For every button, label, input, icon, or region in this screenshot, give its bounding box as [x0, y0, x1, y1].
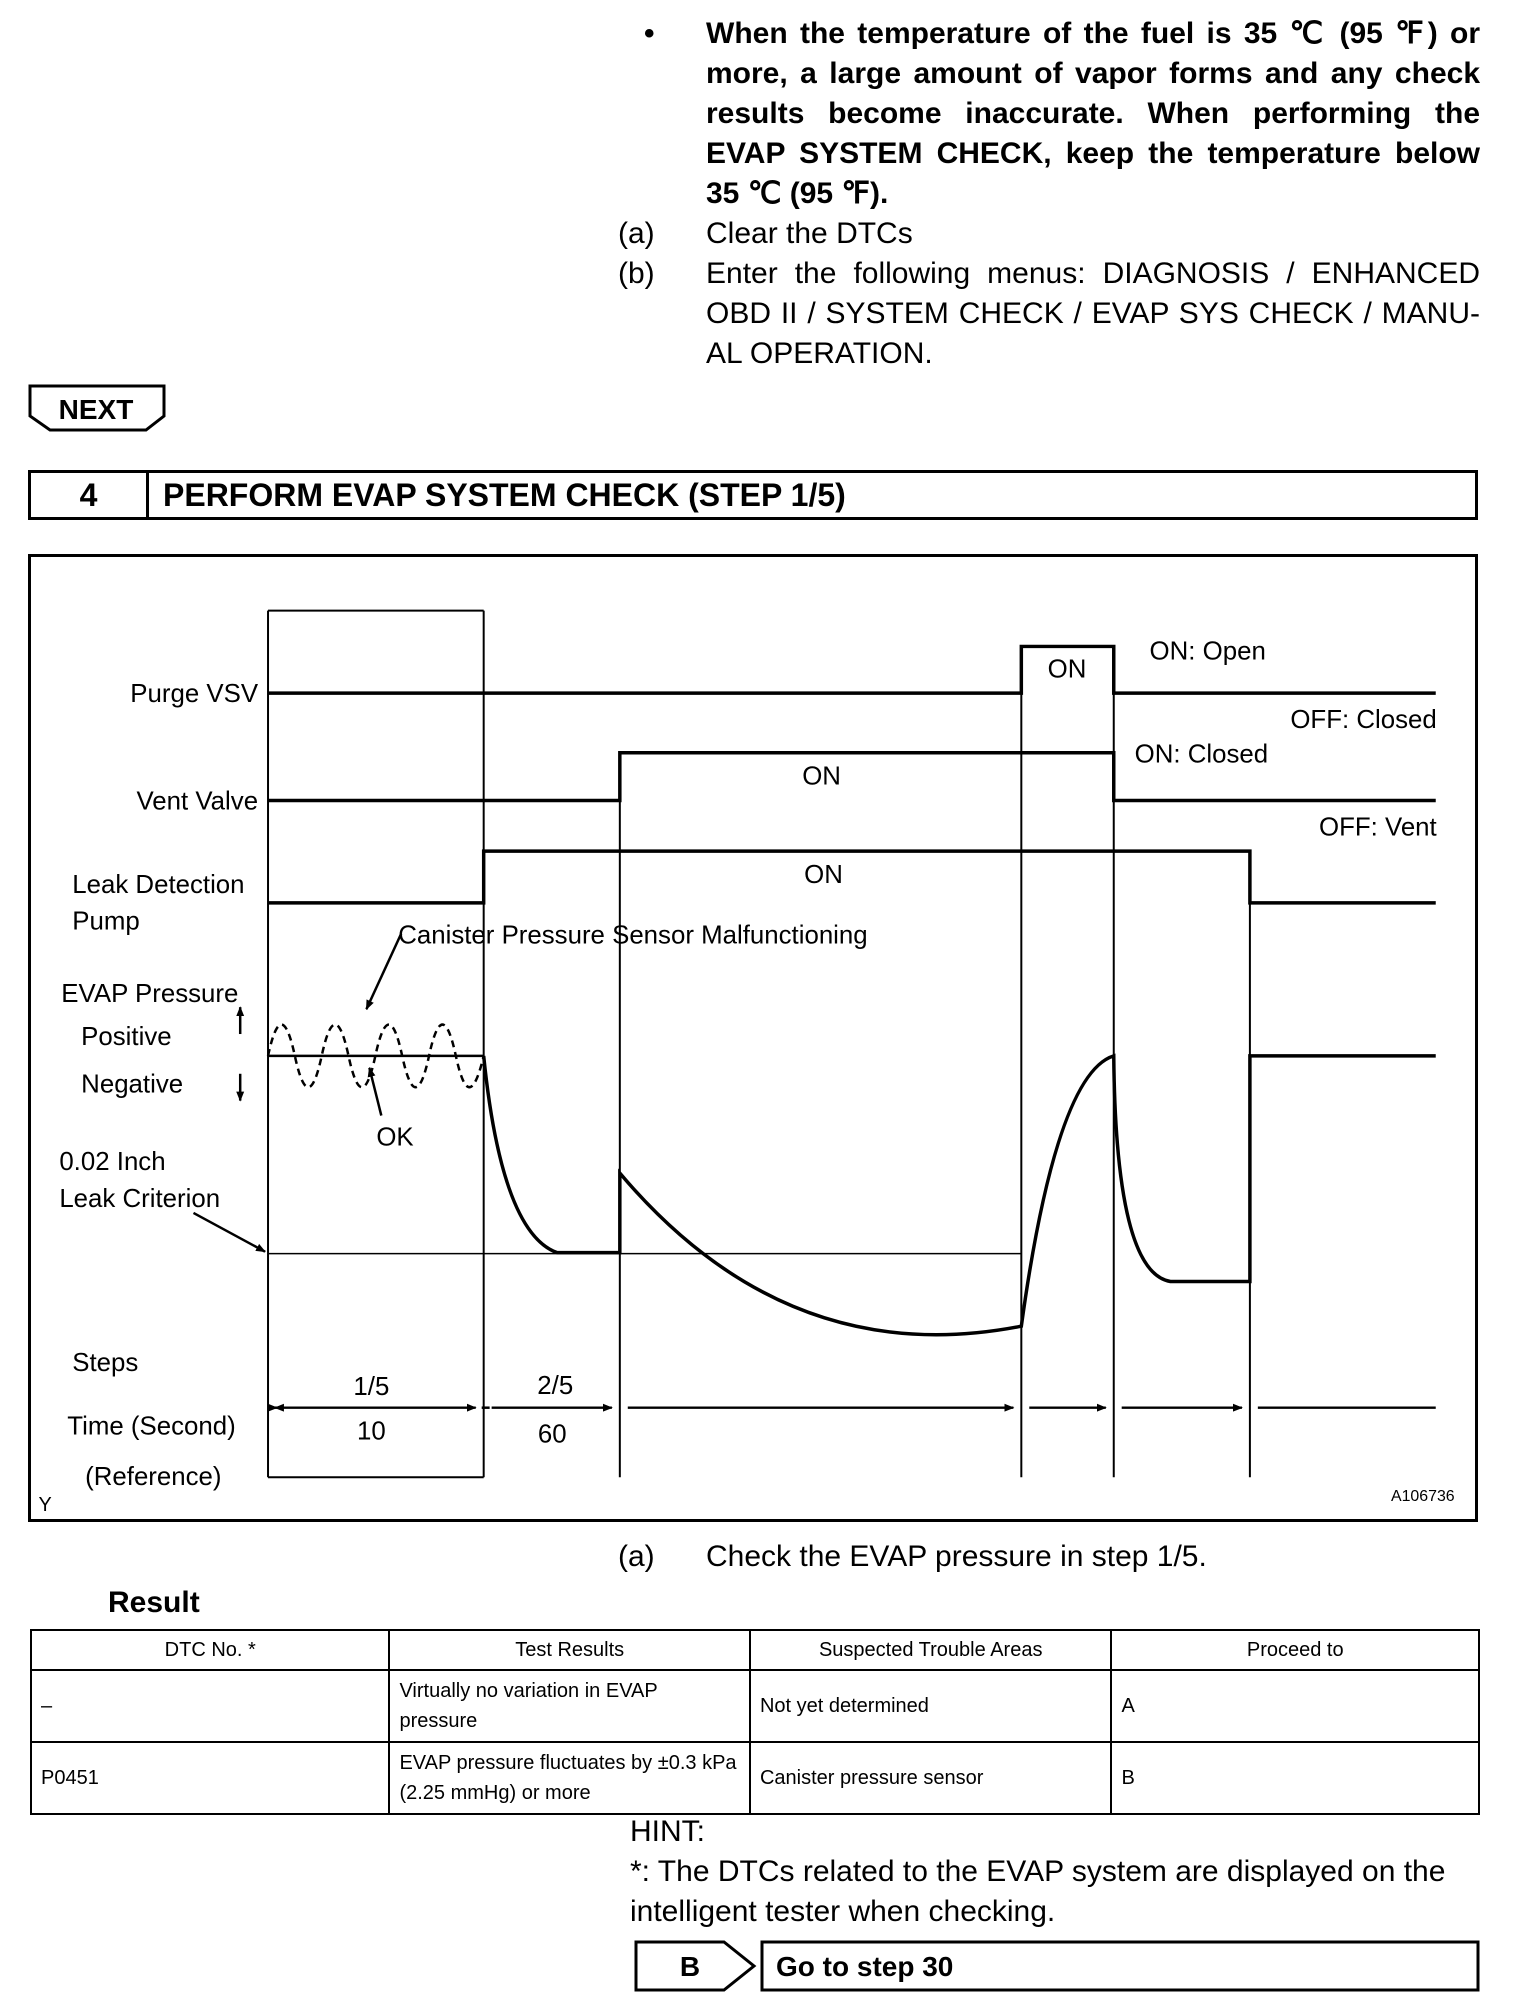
leak-criterion-arrow: [193, 1213, 265, 1252]
column-header: DTC No. *: [31, 1630, 389, 1670]
figure-id: A106736: [1390, 1488, 1455, 1506]
item-label: (b): [618, 257, 655, 290]
result-title: Result: [108, 1586, 200, 1619]
table-cell: EVAP pressure fluctuates by ±0.3 kPa (2.25 mmHg) or more: [389, 1742, 750, 1814]
positive-label: Positive: [81, 1022, 172, 1051]
ok-label: OK: [376, 1123, 414, 1152]
column-header: Suspected Trouble Areas: [750, 1630, 1112, 1670]
instruction-item: [618, 214, 1480, 254]
off-closed-label: OFF: Closed: [1290, 705, 1437, 734]
time1-label: 10: [357, 1417, 386, 1446]
warning-text: When the temperature of the fuel is 35 ℃ (95 ℉) or more, a large amount of vapor forms and any check results become inaccurate. When performing the EVAP SYSTEM CHECK, keep the temperature below 35 ℃ (95 ℉).: [706, 17, 1480, 210]
step2-label: 2/5: [537, 1371, 574, 1400]
purge-on-label: ON: [1047, 655, 1087, 684]
vent-on-label: ON: [802, 762, 841, 791]
negative-label: Negative: [81, 1070, 184, 1099]
malfunction-arrow: [366, 934, 401, 1010]
item-text: Enter the following menus: DIAGNOSIS / ENHANCED OBD II / SYSTEM CHECK / EVAP SYS CHECK / MANU- AL OPERATION.: [706, 257, 1480, 370]
intro-section: [618, 14, 1480, 374]
evap-pressure-label: EVAP Pressure: [61, 980, 239, 1009]
step1-label: 1/5: [353, 1372, 390, 1401]
goto-text: Go to step 30: [776, 1951, 954, 1982]
leak-criterion-label: Leak Criterion: [59, 1184, 221, 1213]
hint-section: [630, 1812, 1480, 1932]
leak-pump-signal: [268, 851, 1436, 903]
table-cell: B: [1111, 1742, 1479, 1814]
timing-diagram: [28, 554, 1478, 1522]
column-header: Proceed to: [1111, 1630, 1479, 1670]
step-number: 4: [31, 473, 149, 517]
item-text: Clear the DTCs: [706, 217, 913, 250]
table-row: [31, 1670, 1479, 1742]
reference-label: (Reference): [85, 1463, 222, 1492]
table-header-row: [31, 1630, 1479, 1670]
pump-on-label: ON: [804, 860, 843, 889]
step-title: PERFORM EVAP SYSTEM CHECK (STEP 1/5): [163, 476, 846, 513]
table-cell: Not yet determined: [750, 1670, 1112, 1742]
item-label: (a): [618, 217, 655, 250]
table-row: [31, 1742, 1479, 1814]
time-label: Time (Second): [67, 1412, 236, 1441]
next-label: NEXT: [58, 394, 134, 425]
ok-arrow: [369, 1068, 381, 1116]
corner-mark: Y: [38, 1494, 52, 1517]
table-cell: A: [1111, 1670, 1479, 1742]
result-table: [30, 1629, 1480, 1815]
leak-pump-label: Pump: [72, 907, 140, 936]
check-label: (a): [618, 1540, 655, 1573]
table-cell: P0451: [31, 1742, 389, 1814]
vent-valve-label: Vent Valve: [136, 787, 259, 816]
table-cell: Canister pressure sensor: [750, 1742, 1112, 1814]
off-vent-label: OFF: Vent: [1319, 813, 1437, 842]
instruction-item: [618, 254, 1480, 374]
on-open-label: ON: Open: [1149, 637, 1266, 666]
next-button[interactable]: [28, 384, 168, 434]
table-cell: –: [31, 1670, 389, 1742]
warning-bullet: [618, 14, 1480, 214]
goto-step-button[interactable]: [634, 1940, 1480, 1992]
check-instruction: [618, 1540, 1207, 1574]
goto-letter: B: [679, 1951, 701, 1982]
evap-pressure-trace: [484, 1056, 1436, 1335]
bullet-mark: •: [644, 17, 655, 50]
hint-text: *: The DTCs related to the EVAP system are displayed on the intelligent tester when checking.: [630, 1855, 1446, 1928]
table-cell: Virtually no variation in EVAP pressure: [389, 1670, 750, 1742]
check-text: Check the EVAP pressure in step 1/5.: [706, 1540, 1207, 1573]
steps-label: Steps: [72, 1348, 139, 1377]
purge-vsv-label: Purge VSV: [130, 680, 259, 709]
time2-label: 60: [537, 1420, 567, 1449]
on-closed-label: ON: Closed: [1134, 740, 1269, 769]
column-header: Test Results: [389, 1630, 750, 1670]
step-header: [28, 470, 1478, 520]
hint-label: HINT:: [630, 1815, 705, 1848]
malfunction-label: Canister Pressure Sensor Malfunctioning: [398, 921, 868, 950]
leak-criterion-label: 0.02 Inch: [59, 1148, 166, 1177]
leak-pump-label: Leak Detection: [72, 870, 245, 899]
